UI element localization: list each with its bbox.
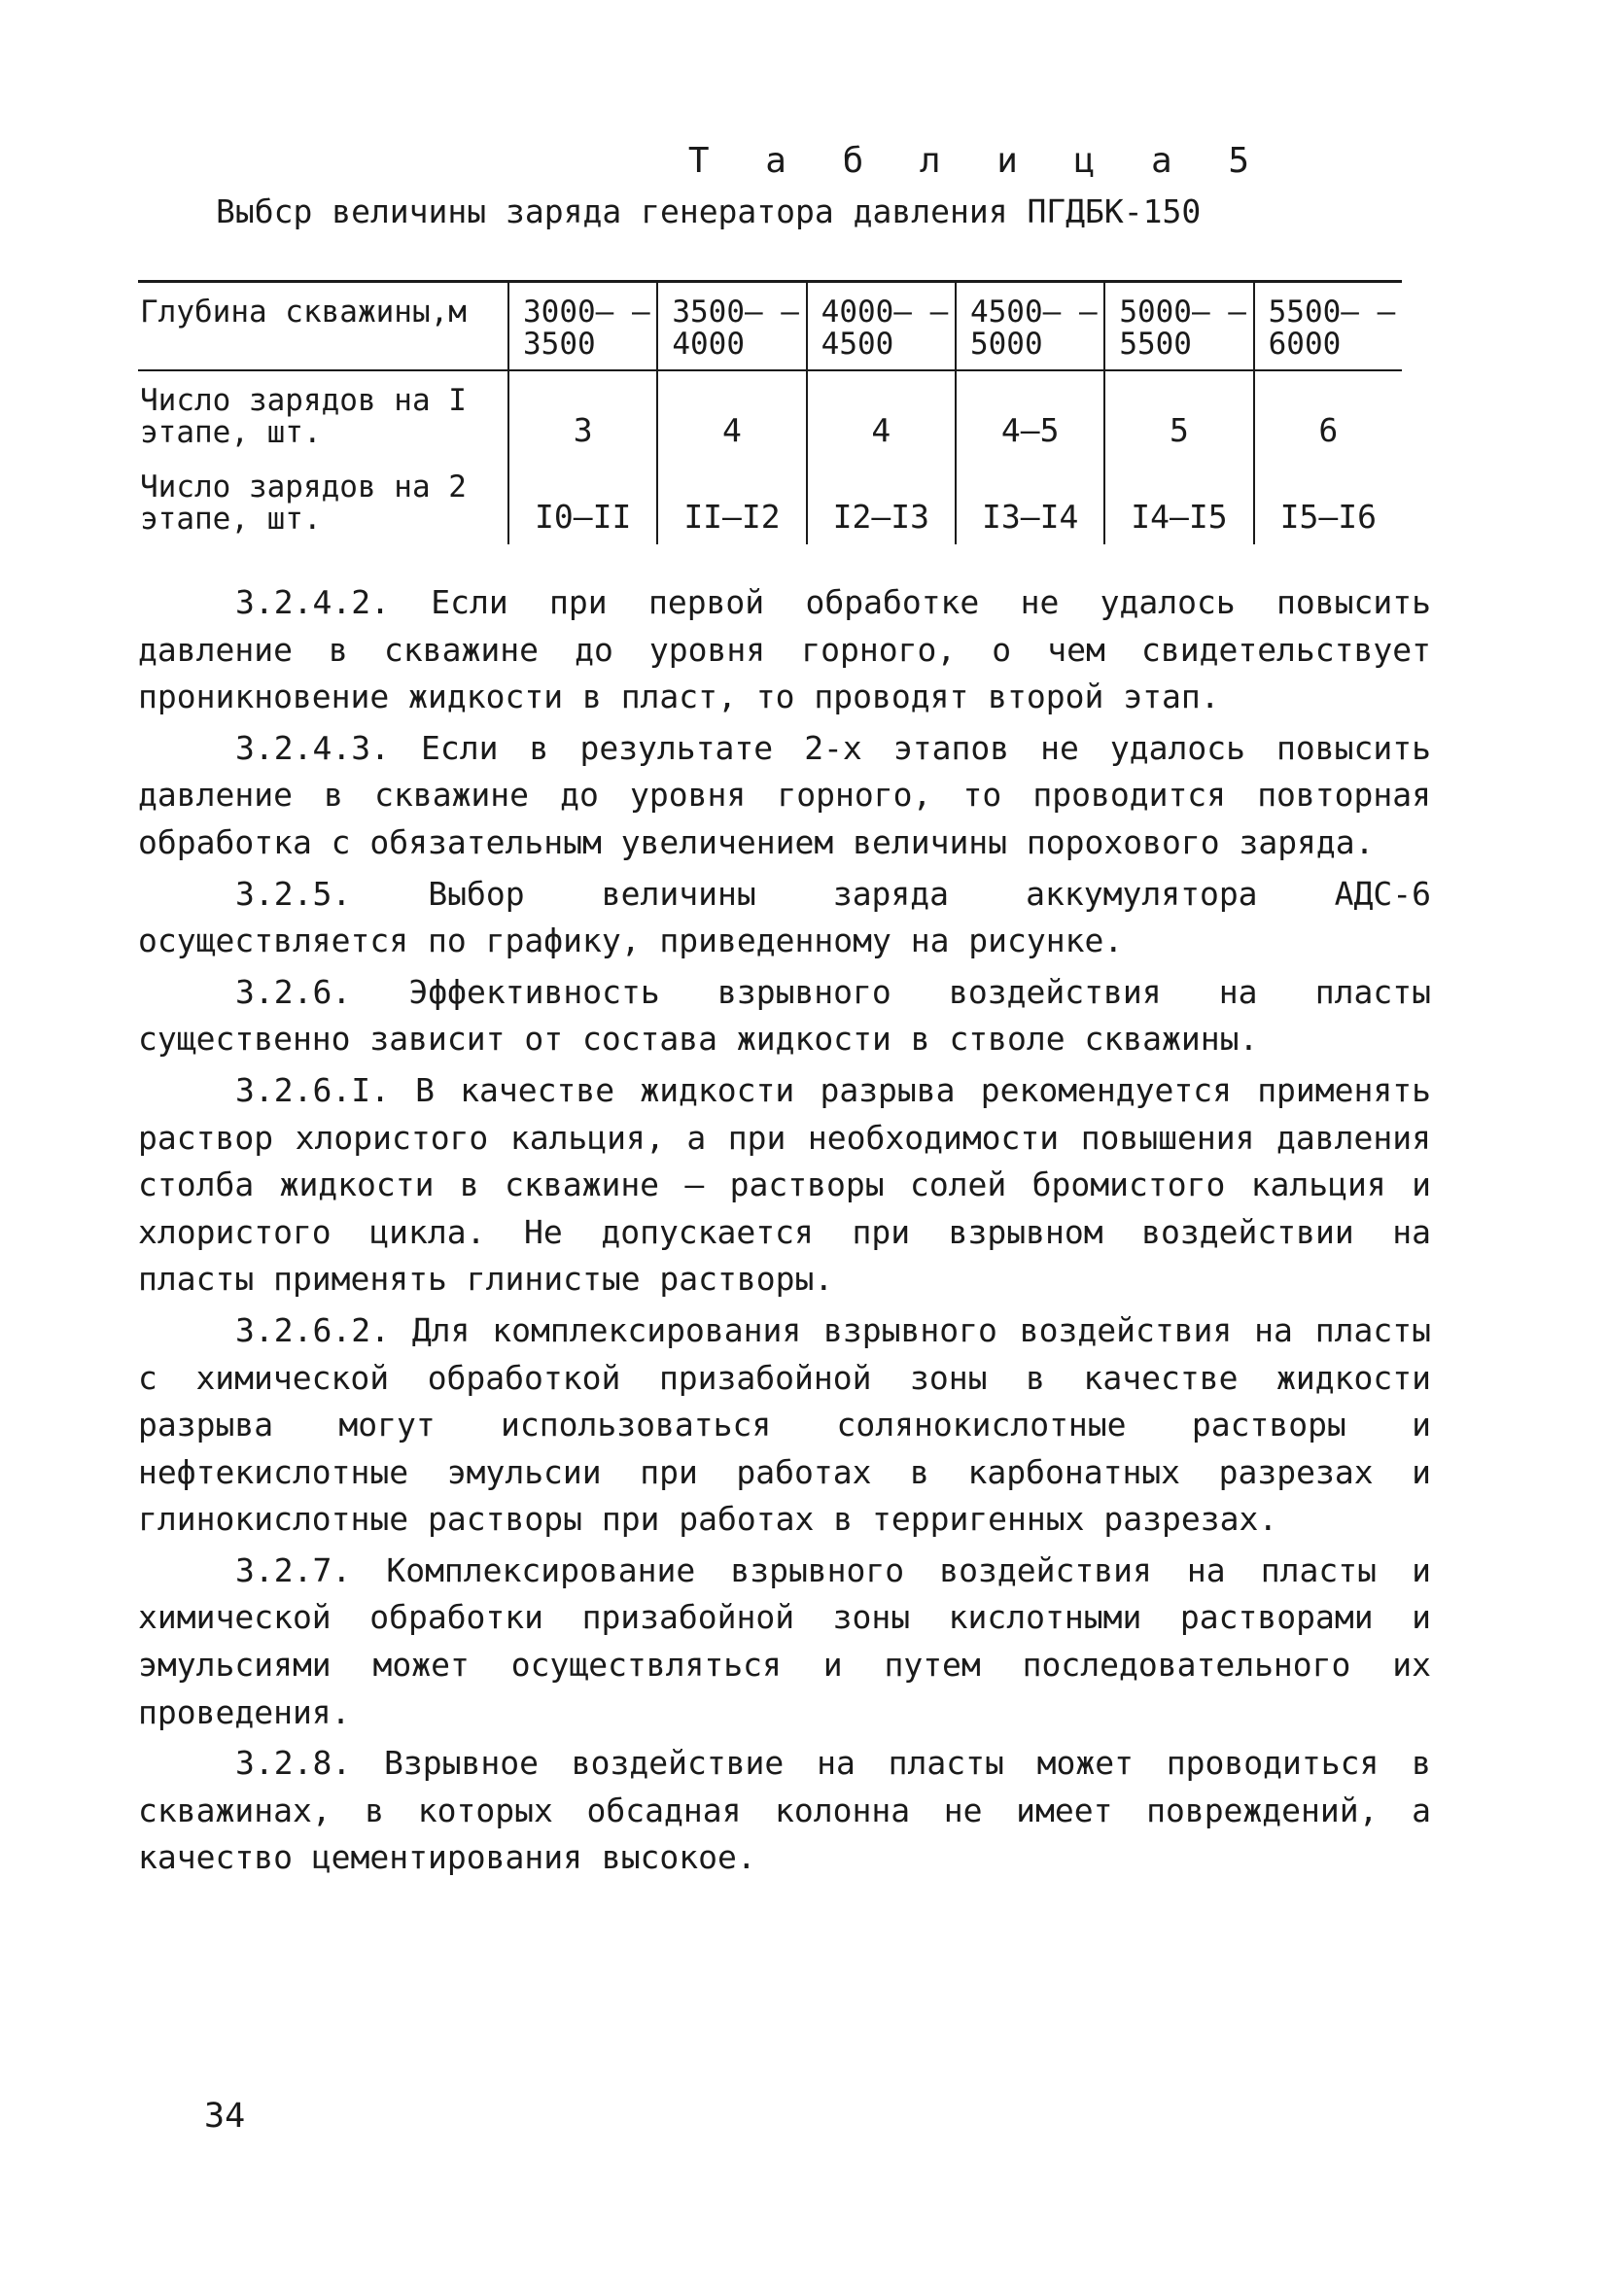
table-number: Т а б л и ц а 5 xyxy=(687,141,1267,181)
table-caption: Выбср величины заряда генератора давления ПГДБК-150 xyxy=(216,192,1202,230)
table-row xyxy=(138,370,1402,458)
paragraph: 3.2.7. Комплексирование взрывного воздействия на пласты и химической обработки призабойной зоны кислотными растворами и эмульсиями может осуществляться и путем последовательного их проведения. xyxy=(138,1550,1431,1731)
column-header: 3500– –4000 xyxy=(657,282,806,370)
table-cell: I0–II xyxy=(508,458,657,544)
table-cell: I2–I3 xyxy=(807,458,956,544)
table-cell: I5–I6 xyxy=(1254,458,1402,544)
body-text xyxy=(138,579,1431,1886)
column-header: 4000– –4500 xyxy=(807,282,956,370)
table-cell: I3–I4 xyxy=(956,458,1104,544)
table-cell: 4 xyxy=(807,370,956,458)
table-header-row xyxy=(138,282,1402,370)
table-cell: 3 xyxy=(508,370,657,458)
table-cell: II–I2 xyxy=(657,458,806,544)
table-cell: 4 xyxy=(657,370,806,458)
table-cell: 6 xyxy=(1254,370,1402,458)
paragraph: 3.2.6. Эффективность взрывного воздействия на пласты существенно зависит от состава жидкости в стволе скважины. xyxy=(138,972,1431,1059)
paragraph: 3.2.5. Выбор величины заряда аккумулятора АДС-6 осуществляется по графику, приведенному на рисунке. xyxy=(138,874,1431,960)
table-cell: I4–I5 xyxy=(1104,458,1253,544)
column-header: 3000– –3500 xyxy=(508,282,657,370)
paragraph: 3.2.8. Взрывное воздействие на пласты может проводиться в скважинах, в которых обсадная колонна не имеет повреждений, а качество цементирования высокое. xyxy=(138,1744,1431,1877)
paragraph: 3.2.4.2. Если при первой обработке не удалось повысить давление в скважине до уровня горного, о чем свидетельствует проникновение жидкости в пласт, то проводят второй этап. xyxy=(138,583,1431,716)
paragraph: 3.2.4.3. Если в результате 2-х этапов не удалось повысить давление в скважине до уровня горного, то проводится повторная обработка с обязательным увеличением величины порохового заряда. xyxy=(138,728,1431,861)
header-label: Глубина скважины,м xyxy=(138,282,508,370)
column-header: 5500– –6000 xyxy=(1254,282,1402,370)
column-header: 4500– –5000 xyxy=(956,282,1104,370)
page-number: 34 xyxy=(204,2097,246,2136)
row-label: Число зарядов на I этапе, шт. xyxy=(140,382,467,451)
table-cell: 4–5 xyxy=(956,370,1104,458)
table-cell: 5 xyxy=(1104,370,1253,458)
table-row xyxy=(138,458,1402,544)
column-header: 5000– –5500 xyxy=(1104,282,1253,370)
paragraph: 3.2.6.2. Для комплексирования взрывного воздействия на пласты с химической обработкой призабойной зоны в качестве жидкости разрыва могут использоваться солянокислотные растворы и нефтекислотные эмульсии при работах в карбонатных разрезах и глинокислотные растворы при работах в терригенных разрезах. xyxy=(138,1310,1431,1539)
paragraph: 3.2.6.I. В качестве жидкости разрыва рекомендуется применять раствор хлористого кальция, а при необходимости повышения давления столба жидкости в скважине – растворы солей бромистого кальция и хлористого цикла. Не допускается при взрывном воздействии на пласты применять глинистые растворы. xyxy=(138,1070,1431,1299)
row-label: Число зарядов на 2 этапе, шт. xyxy=(140,469,467,538)
charge-table xyxy=(138,280,1402,544)
